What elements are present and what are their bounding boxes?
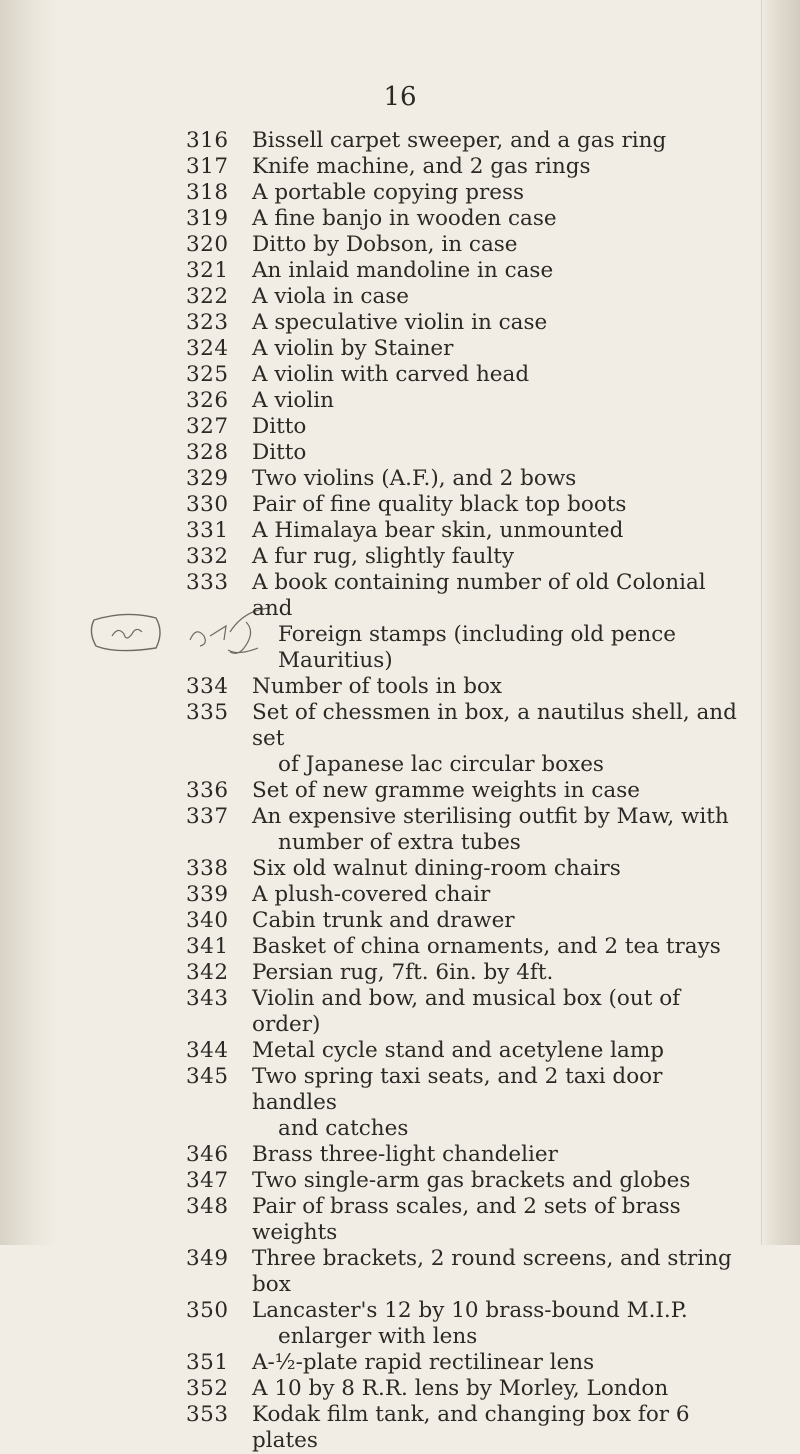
lot-description xyxy=(240,492,746,518)
lot-description-line: An inlaid mandoline in case xyxy=(252,258,554,283)
lot-item xyxy=(186,674,746,700)
lot-item xyxy=(186,544,746,570)
lot-description xyxy=(240,1246,746,1298)
lot-item xyxy=(186,1246,746,1298)
lot-item xyxy=(186,440,746,466)
lot-number: 324 xyxy=(186,336,229,361)
lot-description-line: A violin by Stainer xyxy=(252,336,454,361)
lot-description-line: Pair of brass scales, and 2 sets of brass weights xyxy=(252,1194,681,1245)
lot-description-line: A plush-covered chair xyxy=(252,882,491,907)
lot-description-line: Ditto xyxy=(252,414,307,439)
lot-number: 348 xyxy=(186,1194,229,1219)
lot-item xyxy=(186,1194,746,1246)
lot-number: 337 xyxy=(186,804,229,829)
lot-number: 322 xyxy=(186,284,229,309)
lot-description xyxy=(240,674,746,700)
lot-description xyxy=(240,336,746,362)
lot-description-line: Ditto xyxy=(252,440,307,465)
lot-description-line: Metal cycle stand and acetylene lamp xyxy=(252,1038,664,1063)
lot-item xyxy=(186,518,746,544)
lot-item xyxy=(186,1168,746,1194)
lot-number: 344 xyxy=(186,1038,229,1063)
lot-description xyxy=(240,1142,746,1168)
lot-number: 318 xyxy=(186,180,229,205)
lot-item xyxy=(186,882,746,908)
lot-item xyxy=(186,1064,746,1142)
lot-description-line: Two single-arm gas brackets and globes xyxy=(252,1168,691,1193)
lot-description xyxy=(240,414,746,440)
lot-description xyxy=(240,232,746,258)
lot-description xyxy=(240,1168,746,1194)
lot-number: 351 xyxy=(186,1350,229,1375)
lot-description-continuation: of Japanese lac circular boxes xyxy=(278,752,604,777)
lot-number: 321 xyxy=(186,258,229,283)
lot-description-line: Lancaster's 12 by 10 brass-bound M.I.P. xyxy=(252,1298,688,1323)
lot-description xyxy=(240,856,746,882)
lot-description xyxy=(240,1064,746,1142)
lot-description-line: Two violins (A.F.), and 2 bows xyxy=(252,466,577,491)
lot-description-line: Persian rug, 7ft. 6in. by 4ft. xyxy=(252,960,554,985)
lot-item xyxy=(186,362,746,388)
lot-item xyxy=(186,856,746,882)
lot-description-line: Pair of fine quality black top boots xyxy=(252,492,627,517)
lot-number: 316 xyxy=(186,128,229,153)
lot-description xyxy=(240,882,746,908)
lot-item xyxy=(186,1350,746,1376)
lot-description xyxy=(240,310,746,336)
page-edge xyxy=(761,0,800,1245)
lot-number: 326 xyxy=(186,388,229,413)
lot-description-line: Knife machine, and 2 gas rings xyxy=(252,154,591,179)
lot-item xyxy=(186,310,746,336)
lot-description-line: Set of chessmen in box, a nautilus shell, and set xyxy=(252,700,737,751)
lot-item xyxy=(186,1038,746,1064)
lot-description-line: Set of new gramme weights in case xyxy=(252,778,640,803)
lot-description xyxy=(240,258,746,284)
lot-item xyxy=(186,414,746,440)
lot-description-line: A fur rug, slightly faulty xyxy=(252,544,515,569)
lot-description-line: An expensive sterilising outfit by Maw, with xyxy=(252,804,729,829)
lot-item xyxy=(186,206,746,232)
lot-item xyxy=(186,1376,746,1402)
lot-number: 345 xyxy=(186,1064,229,1089)
lot-number: 338 xyxy=(186,856,229,881)
lot-number: 336 xyxy=(186,778,229,803)
lot-number: 323 xyxy=(186,310,229,335)
lot-number: 327 xyxy=(186,414,229,439)
lot-number: 350 xyxy=(186,1298,229,1323)
lot-item xyxy=(186,804,746,856)
lot-description-line: A speculative violin in case xyxy=(252,310,548,335)
lot-description xyxy=(240,1194,746,1246)
page-number: 16 xyxy=(383,82,417,112)
lot-item xyxy=(186,934,746,960)
lot-description xyxy=(240,180,746,206)
lot-number: 342 xyxy=(186,960,229,985)
lot-description-line: A viola in case xyxy=(252,284,410,309)
lot-item xyxy=(186,570,746,674)
lot-description xyxy=(240,544,746,570)
lot-description-line: A portable copying press xyxy=(252,180,525,205)
lot-description-continuation: number of extra tubes xyxy=(278,830,521,855)
lot-number: 347 xyxy=(186,1168,229,1193)
lot-description xyxy=(240,700,746,778)
lot-description xyxy=(240,1298,746,1350)
lot-list xyxy=(186,128,746,1454)
lot-item xyxy=(186,284,746,310)
lot-number: 349 xyxy=(186,1246,229,1271)
lot-description-line: A fine banjo in wooden case xyxy=(252,206,557,231)
lot-number: 329 xyxy=(186,466,229,491)
lot-description-line: Number of tools in box xyxy=(252,674,503,699)
lot-description-continuation: enlarger with lens xyxy=(278,1324,478,1349)
lot-description xyxy=(240,1376,746,1402)
lot-description-line: Brass three-light chandelier xyxy=(252,1142,558,1167)
lot-description-line: Cabin trunk and drawer xyxy=(252,908,515,933)
lot-description-line: A book containing number of old Colonial and xyxy=(252,570,706,621)
lot-item xyxy=(186,960,746,986)
lot-description xyxy=(240,362,746,388)
lot-item xyxy=(186,154,746,180)
lot-description-line: A violin with carved head xyxy=(252,362,530,387)
lot-description-line: Violin and bow, and musical box (out of order) xyxy=(252,986,681,1037)
lot-number: 343 xyxy=(186,986,229,1011)
lot-number: 340 xyxy=(186,908,229,933)
lot-item xyxy=(186,1402,746,1454)
lot-description-line: A violin xyxy=(252,388,334,413)
lot-item xyxy=(186,180,746,206)
lot-description xyxy=(240,804,746,856)
lot-number: 325 xyxy=(186,362,229,387)
lot-description xyxy=(240,570,746,674)
page-gutter-shadow xyxy=(0,0,58,1245)
lot-description-line: Ditto by Dobson, in case xyxy=(252,232,518,257)
lot-number: 335 xyxy=(186,700,229,725)
lot-number: 332 xyxy=(186,544,229,569)
lot-description xyxy=(240,908,746,934)
lot-description xyxy=(240,284,746,310)
lot-description xyxy=(240,206,746,232)
lot-description xyxy=(240,388,746,414)
lot-number: 334 xyxy=(186,674,229,699)
lot-number: 339 xyxy=(186,882,229,907)
lot-description-line: A 10 by 8 R.R. lens by Morley, London xyxy=(252,1376,669,1401)
lot-item xyxy=(186,778,746,804)
lot-item xyxy=(186,908,746,934)
lot-description xyxy=(240,154,746,180)
lot-number: 333 xyxy=(186,570,229,595)
lot-number: 320 xyxy=(186,232,229,257)
lot-item xyxy=(186,466,746,492)
lot-description xyxy=(240,1350,746,1376)
lot-description xyxy=(240,518,746,544)
lot-description-continuation: and catches xyxy=(278,1116,409,1141)
lot-description-line: Basket of china ornaments, and 2 tea trays xyxy=(252,934,721,959)
lot-item xyxy=(186,388,746,414)
lot-description xyxy=(240,778,746,804)
lot-description-line: Bissell carpet sweeper, and a gas ring xyxy=(252,128,667,153)
lot-description-continuation: Foreign stamps (including old pence Mauritius) xyxy=(278,622,676,673)
lot-description xyxy=(240,128,746,154)
lot-description xyxy=(240,1038,746,1064)
lot-description-line: Kodak film tank, and changing box for 6 plates xyxy=(252,1402,690,1453)
lot-description-line: A-½-plate rapid rectilinear lens xyxy=(252,1350,595,1375)
lot-description-line: A Himalaya bear skin, unmounted xyxy=(252,518,624,543)
lot-description xyxy=(240,440,746,466)
lot-number: 328 xyxy=(186,440,229,465)
lot-number: 346 xyxy=(186,1142,229,1167)
lot-number: 331 xyxy=(186,518,229,543)
lot-number: 353 xyxy=(186,1402,229,1427)
lot-description-line: Three brackets, 2 round screens, and string box xyxy=(252,1246,732,1297)
lot-description xyxy=(240,466,746,492)
lot-description-line: Six old walnut dining-room chairs xyxy=(252,856,621,881)
lot-item xyxy=(186,128,746,154)
lot-number: 319 xyxy=(186,206,229,231)
lot-item xyxy=(186,700,746,778)
lot-item xyxy=(186,1298,746,1350)
lot-description xyxy=(240,986,746,1038)
lot-description xyxy=(240,960,746,986)
lot-number: 330 xyxy=(186,492,229,517)
lot-number: 317 xyxy=(186,154,229,179)
lot-description-line: Two spring taxi seats, and 2 taxi door handles xyxy=(252,1064,663,1115)
lot-description xyxy=(240,1402,746,1454)
lot-item xyxy=(186,492,746,518)
lot-number: 341 xyxy=(186,934,229,959)
lot-item xyxy=(186,336,746,362)
lot-number: 352 xyxy=(186,1376,229,1401)
lot-item xyxy=(186,986,746,1038)
lot-item xyxy=(186,258,746,284)
lot-item xyxy=(186,232,746,258)
lot-item xyxy=(186,1142,746,1168)
lot-description xyxy=(240,934,746,960)
